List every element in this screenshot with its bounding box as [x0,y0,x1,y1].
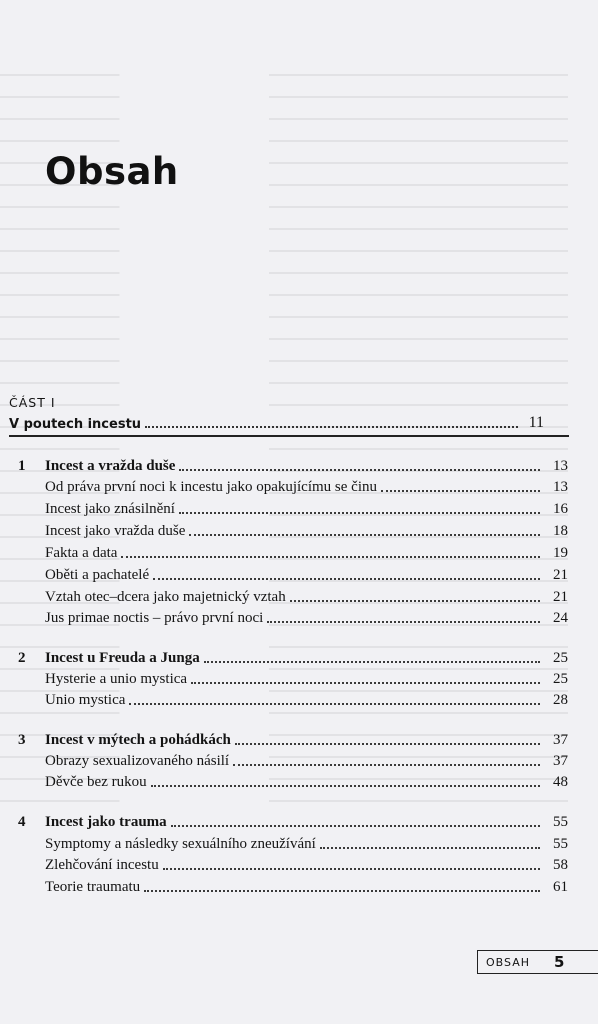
toc-page-number: 21 [553,567,568,583]
toc-chapter-entry [18,729,568,749]
toc-section-entry [18,564,568,584]
toc-chapter-number: 3 [18,732,26,748]
toc-entry-title: Incest jako vražda duše [45,523,186,539]
toc-entry-title: Oběti a pachatelé [45,567,150,583]
toc-page-number: 28 [553,692,568,708]
toc-page-number: 58 [553,857,568,873]
toc-entry-title: Incest a vražda duše [45,458,176,474]
toc-section-entry [18,876,568,896]
leader-dots [290,600,540,602]
toc-entry-title: Symptomy a následky sexuálního zneužívání [45,836,316,852]
toc-section-entry [18,542,568,562]
part-title-entry [9,412,544,432]
leader-dots [121,556,540,558]
toc-page-number: 16 [553,501,568,517]
toc-page-number: 25 [553,671,568,687]
toc-chapter-entry [18,647,568,667]
toc-page-number: 37 [553,732,568,748]
toc-section-entry [18,476,568,496]
toc-chapter-entry [18,455,568,475]
leader-dots [204,661,540,663]
toc-section-entry [18,607,568,627]
leader-dots [153,578,540,580]
leader-dots [151,785,540,787]
running-footer [477,950,598,974]
toc-page-number: 13 [553,479,568,495]
toc-section-entry [18,586,568,606]
toc-chapter-number: 1 [18,458,26,474]
toc-entry-title: Incest jako trauma [45,814,167,830]
leader-dots [233,764,540,766]
toc-page-number: 21 [553,589,568,605]
toc-page-number: 18 [553,523,568,539]
toc-page-number: 61 [553,879,568,895]
toc-section-entry [18,833,568,853]
toc-entry-title: Teorie traumatu [45,879,141,895]
toc-page-number: 37 [553,753,568,769]
toc-chapter-number: 4 [18,814,26,830]
toc-entry-title: Jus primae noctis – právo první noci [45,610,264,626]
leader-dots [171,825,540,827]
toc-page-number: 55 [553,836,568,852]
leader-dots [235,743,540,745]
part-title-text: V poutech incestu [9,417,142,432]
toc-entry-title: Fakta a data [45,545,118,561]
leader-dots [163,868,540,870]
toc-entry-title: Incest u Freuda a Junga [45,650,200,666]
toc-chapter-entry [18,811,568,831]
footer-label: OBSAH [486,955,530,969]
leader-dots [179,469,540,471]
toc-section-entry [18,520,568,540]
toc-section-entry [18,498,568,518]
page-title: Obsah [45,150,179,193]
toc-entry-title: Od práva první noci k incestu jako opakujícímu se činu [45,479,377,495]
leader-dots [381,490,540,492]
toc-page-number: 13 [553,458,568,474]
toc-chapter-number: 2 [18,650,26,666]
toc-entry-title: Děvče bez rukou [45,774,147,790]
leader-dots [189,534,540,536]
leader-dots [267,621,540,623]
leader-dots [129,703,540,705]
toc-section-entry [18,854,568,874]
toc-section-entry [18,668,568,688]
toc-entry-title: Incest v mýtech a pohádkách [45,732,231,748]
leader-dots [320,847,540,849]
toc-entry-title: Hysterie a unio mystica [45,671,188,687]
leader-dots [191,682,540,684]
toc-page-number: 55 [553,814,568,830]
toc-section-entry [18,750,568,770]
toc-entry-title: Zlehčování incestu [45,857,159,873]
toc-page-number: 25 [553,650,568,666]
toc-entry-title: Incest jako znásilnění [45,501,175,517]
toc-page-number: 48 [553,774,568,790]
leader-dots [144,890,540,892]
toc-entry-title: Vztah otec–dcera jako majetnický vztah [45,589,286,605]
toc-section-entry [18,689,568,709]
toc-entry-title: Unio mystica [45,692,126,708]
part-label: ČÁST I [9,395,56,410]
toc-page-number: 19 [553,545,568,561]
leader-dots [179,512,540,514]
toc-page-number: 24 [553,610,568,626]
toc-entry-title: Obrazy sexualizovaného násilí [45,753,230,769]
leader-dots [145,426,518,428]
part-page-number: 11 [528,414,544,431]
toc-section-entry [18,771,568,791]
part-divider [9,435,569,437]
footer-page-number: 5 [554,953,565,971]
